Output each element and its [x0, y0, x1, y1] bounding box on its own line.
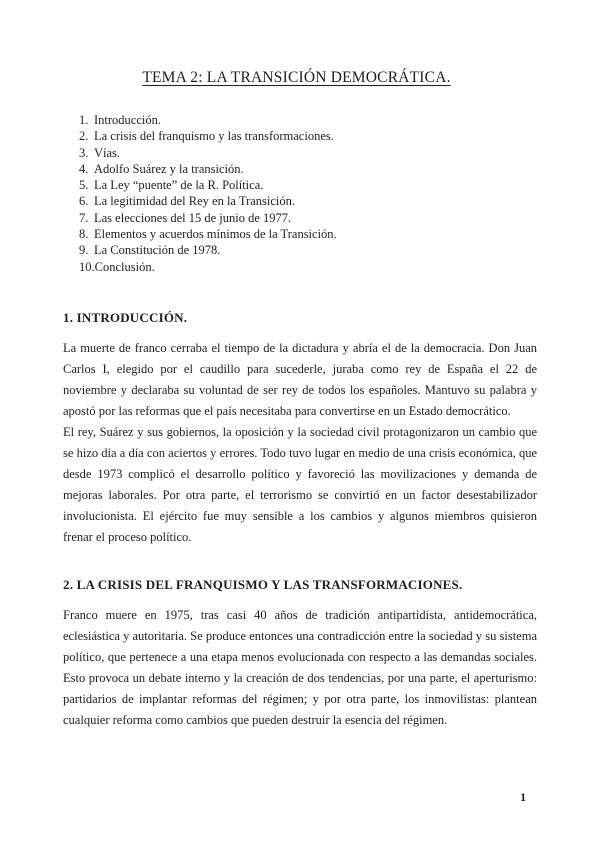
- toc-item: [79, 161, 537, 177]
- toc-item-number: 4.: [79, 161, 89, 176]
- toc-item: [79, 210, 537, 226]
- section-heading: 2. LA CRISIS DEL FRANQUISMO Y LAS TRANSFORMACIONES.: [63, 576, 463, 592]
- toc-item: [79, 242, 537, 258]
- paragraph: La muerte de franco cerraba el tiempo de la dictadura y abría el de la democracia. Don Juan Carlos I, elegido por el caudillo para sucederle, juraba como rey de España el 22 de noviembre y declaraba su voluntad de ser rey de todos los españoles. Mantuvo su palabra y apostó por las reformas que el país necesitaba para convertirse en un Estado democrático.: [63, 340, 537, 418]
- toc-item-number: 6.: [79, 194, 89, 209]
- toc-item: [79, 193, 537, 209]
- toc-item-number: 7.: [79, 210, 89, 225]
- toc-item-label: La Ley “puente” de la R. Política.: [94, 178, 264, 193]
- page-title: [63, 68, 537, 88]
- toc-item: [79, 145, 537, 161]
- page-number: 1: [520, 792, 526, 804]
- toc-item-number: 2.: [79, 129, 89, 144]
- toc-item-label: Introducción.: [94, 113, 161, 127]
- toc-item-number: 3.: [79, 145, 89, 160]
- toc-item-label: Adolfo Suárez y la transición.: [94, 161, 244, 176]
- toc-item-number: 8.: [79, 227, 89, 242]
- toc-item-number: 9.: [79, 243, 89, 258]
- toc-item-number: 5.: [79, 178, 89, 193]
- section-introduction: [63, 310, 537, 548]
- paragraph: El rey, Suárez y sus gobiernos, la oposición y la sociedad civil protagonizaron un cambio que se hizo día a día con aciertos y errores. Todo tuvo lugar en medio de una crisis económica, que desde 1973 complicó el desarrollo político y favoreció las movilizaciones y demanda de mejoras laborales. Por otra parte, el terrorismo se convirtió en un factor desestabilizador involucionista. El ejército fue muy sensible a los cambios y algunos miembros quisieron frenar el proceso político.: [63, 424, 537, 544]
- section-heading: 1. INTRODUCCIÓN.: [63, 309, 188, 325]
- toc-item: [79, 112, 537, 128]
- toc-item-label: Elementos y acuerdos mínimos de la Transición.: [94, 227, 337, 242]
- toc-item: [79, 226, 537, 242]
- toc-item-label: La crisis del franquismo y las transformaciones.: [94, 129, 334, 144]
- toc-item-number: 10.: [79, 259, 95, 274]
- toc-item-number: 1.: [79, 113, 89, 127]
- toc-item: [79, 128, 537, 144]
- paragraph: Franco muere en 1975, tras casi 40 años de tradición antipartidista, antidemocrática, eclesiástica y autoritaria. Se produce entonces una contradicción entre la sociedad y su sistema político, que pertenece a una etapa menos evolucionada con respecto a las demandas sociales. Esto provoca un debate interno y la creación de dos tendencias, por una parte, el aperturismo: partidarios de implantar reformas del régimen; y por otra parte, los inmovilistas: plantean cualquier reforma como cambios que pueden destruir la esencia del régimen.: [63, 607, 537, 727]
- toc-item: [79, 259, 537, 275]
- section-crisis-franquismo: [63, 577, 537, 731]
- toc-item-label: Vías.: [94, 145, 121, 160]
- toc-item-label: La legitimidad del Rey en la Transición.: [94, 194, 296, 209]
- toc-item-label: La Constitución de 1978.: [94, 243, 221, 258]
- toc-item-label: Conclusión.: [94, 259, 155, 274]
- table-of-contents: [79, 112, 537, 275]
- document-title-text: TEMA 2: LA TRANSICIÓN DEMOCRÁTICA.: [142, 69, 451, 86]
- toc-item: [79, 177, 537, 193]
- toc-item-label: Las elecciones del 15 de junio de 1977.: [94, 210, 292, 225]
